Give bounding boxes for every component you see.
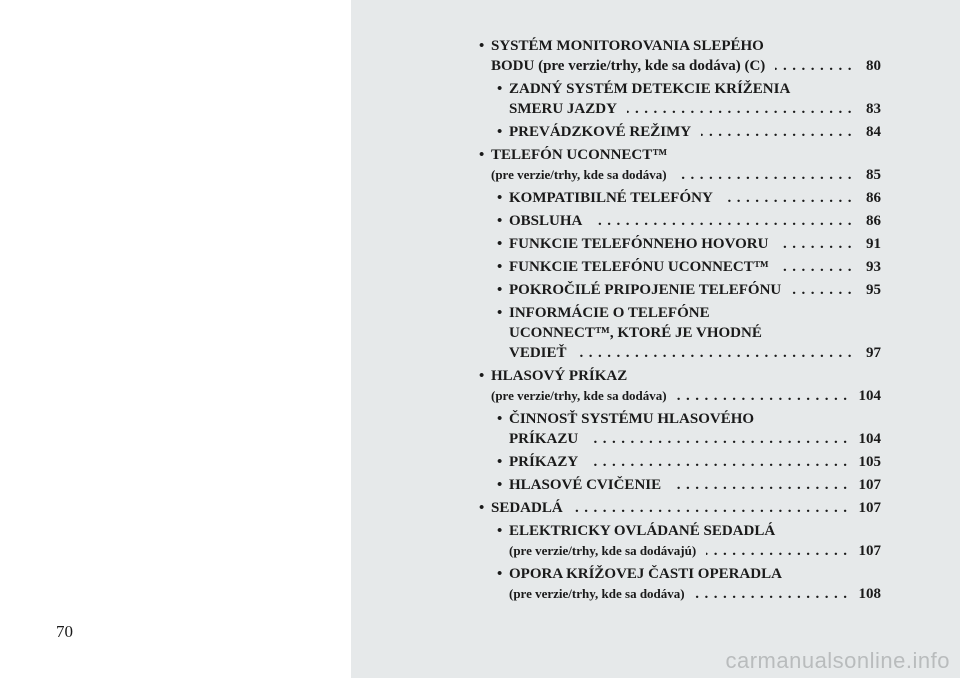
dot-leader [791,280,857,300]
toc-page-number: 107 [858,477,881,493]
toc-entry-title-line: OBSLUHA [509,213,583,229]
toc-entry[interactable] [479,188,881,208]
dot-leader [627,99,857,119]
toc-entry-title-line: (pre verzie/trhy, kde sa dodávajú) [509,543,697,558]
toc-page-number: 95 [866,282,881,298]
toc-entry-title-line: HLASOVÝ PRÍKAZ [491,368,628,384]
toc-entry[interactable] [479,366,881,406]
toc-page-number: 84 [866,124,881,140]
toc-entry-title-line: ELEKTRICKY OVLÁDANÉ SEDADLÁ [509,523,776,539]
dot-leader [695,584,853,604]
dot-leader [779,257,857,277]
toc-entry-title-line: PRÍKAZU [509,431,579,447]
toc-entry-title-line: VEDIEŤ [509,345,567,361]
toc-entry-title-line: FUNKCIE TELEFÓNNEHO HOVORU [509,236,769,252]
bullet-icon: • [497,523,503,539]
bullet-icon: • [497,259,503,275]
dot-leader [706,541,852,561]
bullet-icon: • [479,38,485,54]
toc-entry[interactable] [479,36,881,76]
bullet-icon: • [497,566,503,582]
table-of-contents [479,36,881,607]
bullet-icon: • [479,147,485,163]
toc-page-number: 91 [866,236,881,252]
bullet-icon: • [497,282,503,298]
toc-entry-title-line: SYSTÉM MONITOROVANIA SLEPÉHO [491,38,764,54]
toc-entry-title-line: (pre verzie/trhy, kde sa dodáva) [509,586,685,601]
toc-entry[interactable] [479,303,881,363]
bullet-icon: • [497,124,503,140]
toc-entry-title-line: ZADNÝ SYSTÉM DETEKCIE KRÍŽENIA [509,81,791,97]
toc-entry-title-line: HLASOVÉ CVIČENIE [509,477,662,493]
left-page [0,0,351,678]
dot-leader [775,56,857,76]
toc-page-number: 86 [866,190,881,206]
toc-page-number: 104 [858,388,881,404]
dot-leader [723,188,857,208]
bullet-icon: • [497,477,503,493]
toc-page-number: 86 [866,213,881,229]
right-page [351,0,960,678]
toc-entry[interactable] [479,521,881,561]
toc-entry-title-line: INFORMÁCIE O TELEFÓNE [509,305,710,321]
bullet-icon: • [479,500,485,516]
dot-leader [671,475,852,495]
toc-entry-title-line: TELEFÓN UCONNECT™ [491,147,668,163]
toc-entry-title-line: ČINNOSŤ SYSTÉMU HLASOVÉHO [509,411,755,427]
page-number: 70 [56,622,73,641]
bullet-icon: • [497,236,503,252]
toc-entry[interactable] [479,564,881,604]
toc-entry[interactable] [479,234,881,254]
toc-entry[interactable] [479,211,881,231]
toc-entry[interactable] [479,475,881,495]
toc-entry[interactable] [479,452,881,472]
dot-leader [588,452,852,472]
toc-entry[interactable] [479,498,881,518]
toc-page-number: 80 [866,58,881,74]
bullet-icon: • [497,454,503,470]
bullet-icon: • [497,411,503,427]
toc-entry[interactable] [479,122,881,142]
bullet-icon: • [497,305,503,321]
dot-leader [778,234,857,254]
toc-entry-title-line: UCONNECT™, KTORÉ JE VHODNÉ [509,325,762,341]
toc-page-number: 107 [858,543,881,559]
dot-leader [588,429,852,449]
toc-entry[interactable] [479,79,881,119]
toc-entry-title-line: OPORA KRÍŽOVEJ ČASTI OPERADLA [509,566,782,582]
dot-leader [701,122,857,142]
toc-entry-title-line: BODU (pre verzie/trhy, kde sa dodáva) (C) [491,58,766,74]
toc-entry[interactable] [479,257,881,277]
dot-leader [677,386,853,406]
bullet-icon: • [497,213,503,229]
toc-entry-title-line: PRÍKAZY [509,454,579,470]
dot-leader [677,165,857,185]
toc-entry-title-line: POKROČILÉ PRIPOJENIE TELEFÓNU [509,282,782,298]
toc-entry[interactable] [479,409,881,449]
toc-entry-title-line: KOMPATIBILNÉ TELEFÓNY [509,190,713,206]
toc-entry-title-line: (pre verzie/trhy, kde sa dodáva) [491,388,667,403]
bullet-icon: • [479,368,485,384]
toc-page-number: 83 [866,101,881,117]
toc-entry-title-line: SMERU JAZDY [509,101,617,117]
watermark: carmanualsonline.info [725,648,950,673]
toc-entry[interactable] [479,280,881,300]
toc-page-number: 85 [866,167,881,183]
toc-page-number: 107 [858,500,881,516]
toc-entry[interactable] [479,145,881,185]
toc-page-number: 104 [858,431,881,447]
toc-page-number: 105 [858,454,881,470]
bullet-icon: • [497,190,503,206]
dot-leader [592,211,857,231]
dot-leader [573,498,853,518]
toc-entry-title-line: PREVÁDZKOVÉ REŽIMY [509,124,692,140]
toc-page-number: 108 [858,586,881,602]
toc-entry-title-line: SEDADLÁ [491,500,563,516]
dot-leader [577,343,857,363]
toc-entry-title-line: (pre verzie/trhy, kde sa dodáva) [491,167,667,182]
toc-entry-title-line: FUNKCIE TELEFÓNU UCONNECT™ [509,259,769,275]
entry-spacer [479,604,881,607]
toc-page-number: 97 [866,345,881,361]
bullet-icon: • [497,81,503,97]
toc-page-number: 93 [866,259,881,275]
